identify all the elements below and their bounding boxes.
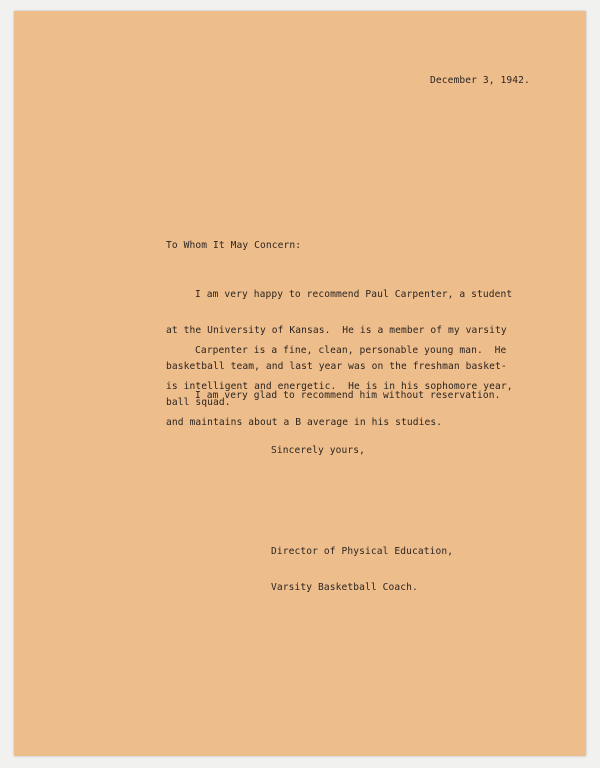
paragraph-line: and maintains about a B average in his studies.	[166, 417, 443, 428]
signature-title: Varsity Basketball Coach.	[271, 582, 418, 593]
letter-date: December 3, 1942.	[430, 75, 530, 86]
signature-block	[271, 522, 453, 618]
paragraph-line: I am very glad to recommend him without reservation.	[195, 390, 501, 401]
paragraph-line: Carpenter is a fine, clean, personable young man. He	[195, 345, 507, 356]
paragraph-line: is intelligent and energetic. He is in his sophomore year,	[166, 381, 513, 392]
paragraph-line: at the University of Kansas. He is a member of my varsity	[166, 325, 507, 336]
paragraph-line: basketball team, and last year was on the freshman basket-	[166, 361, 507, 372]
signature-title: Director of Physical Education,	[271, 546, 454, 557]
letter-salutation: To Whom It May Concern:	[166, 240, 302, 251]
letter-page	[14, 11, 586, 756]
paragraph-line: ball squad.	[166, 397, 231, 408]
paragraph-line: I am very happy to recommend Paul Carpenter, a student	[195, 289, 513, 300]
letter-closing: Sincerely yours,	[271, 445, 366, 456]
paragraph-3	[166, 366, 501, 426]
